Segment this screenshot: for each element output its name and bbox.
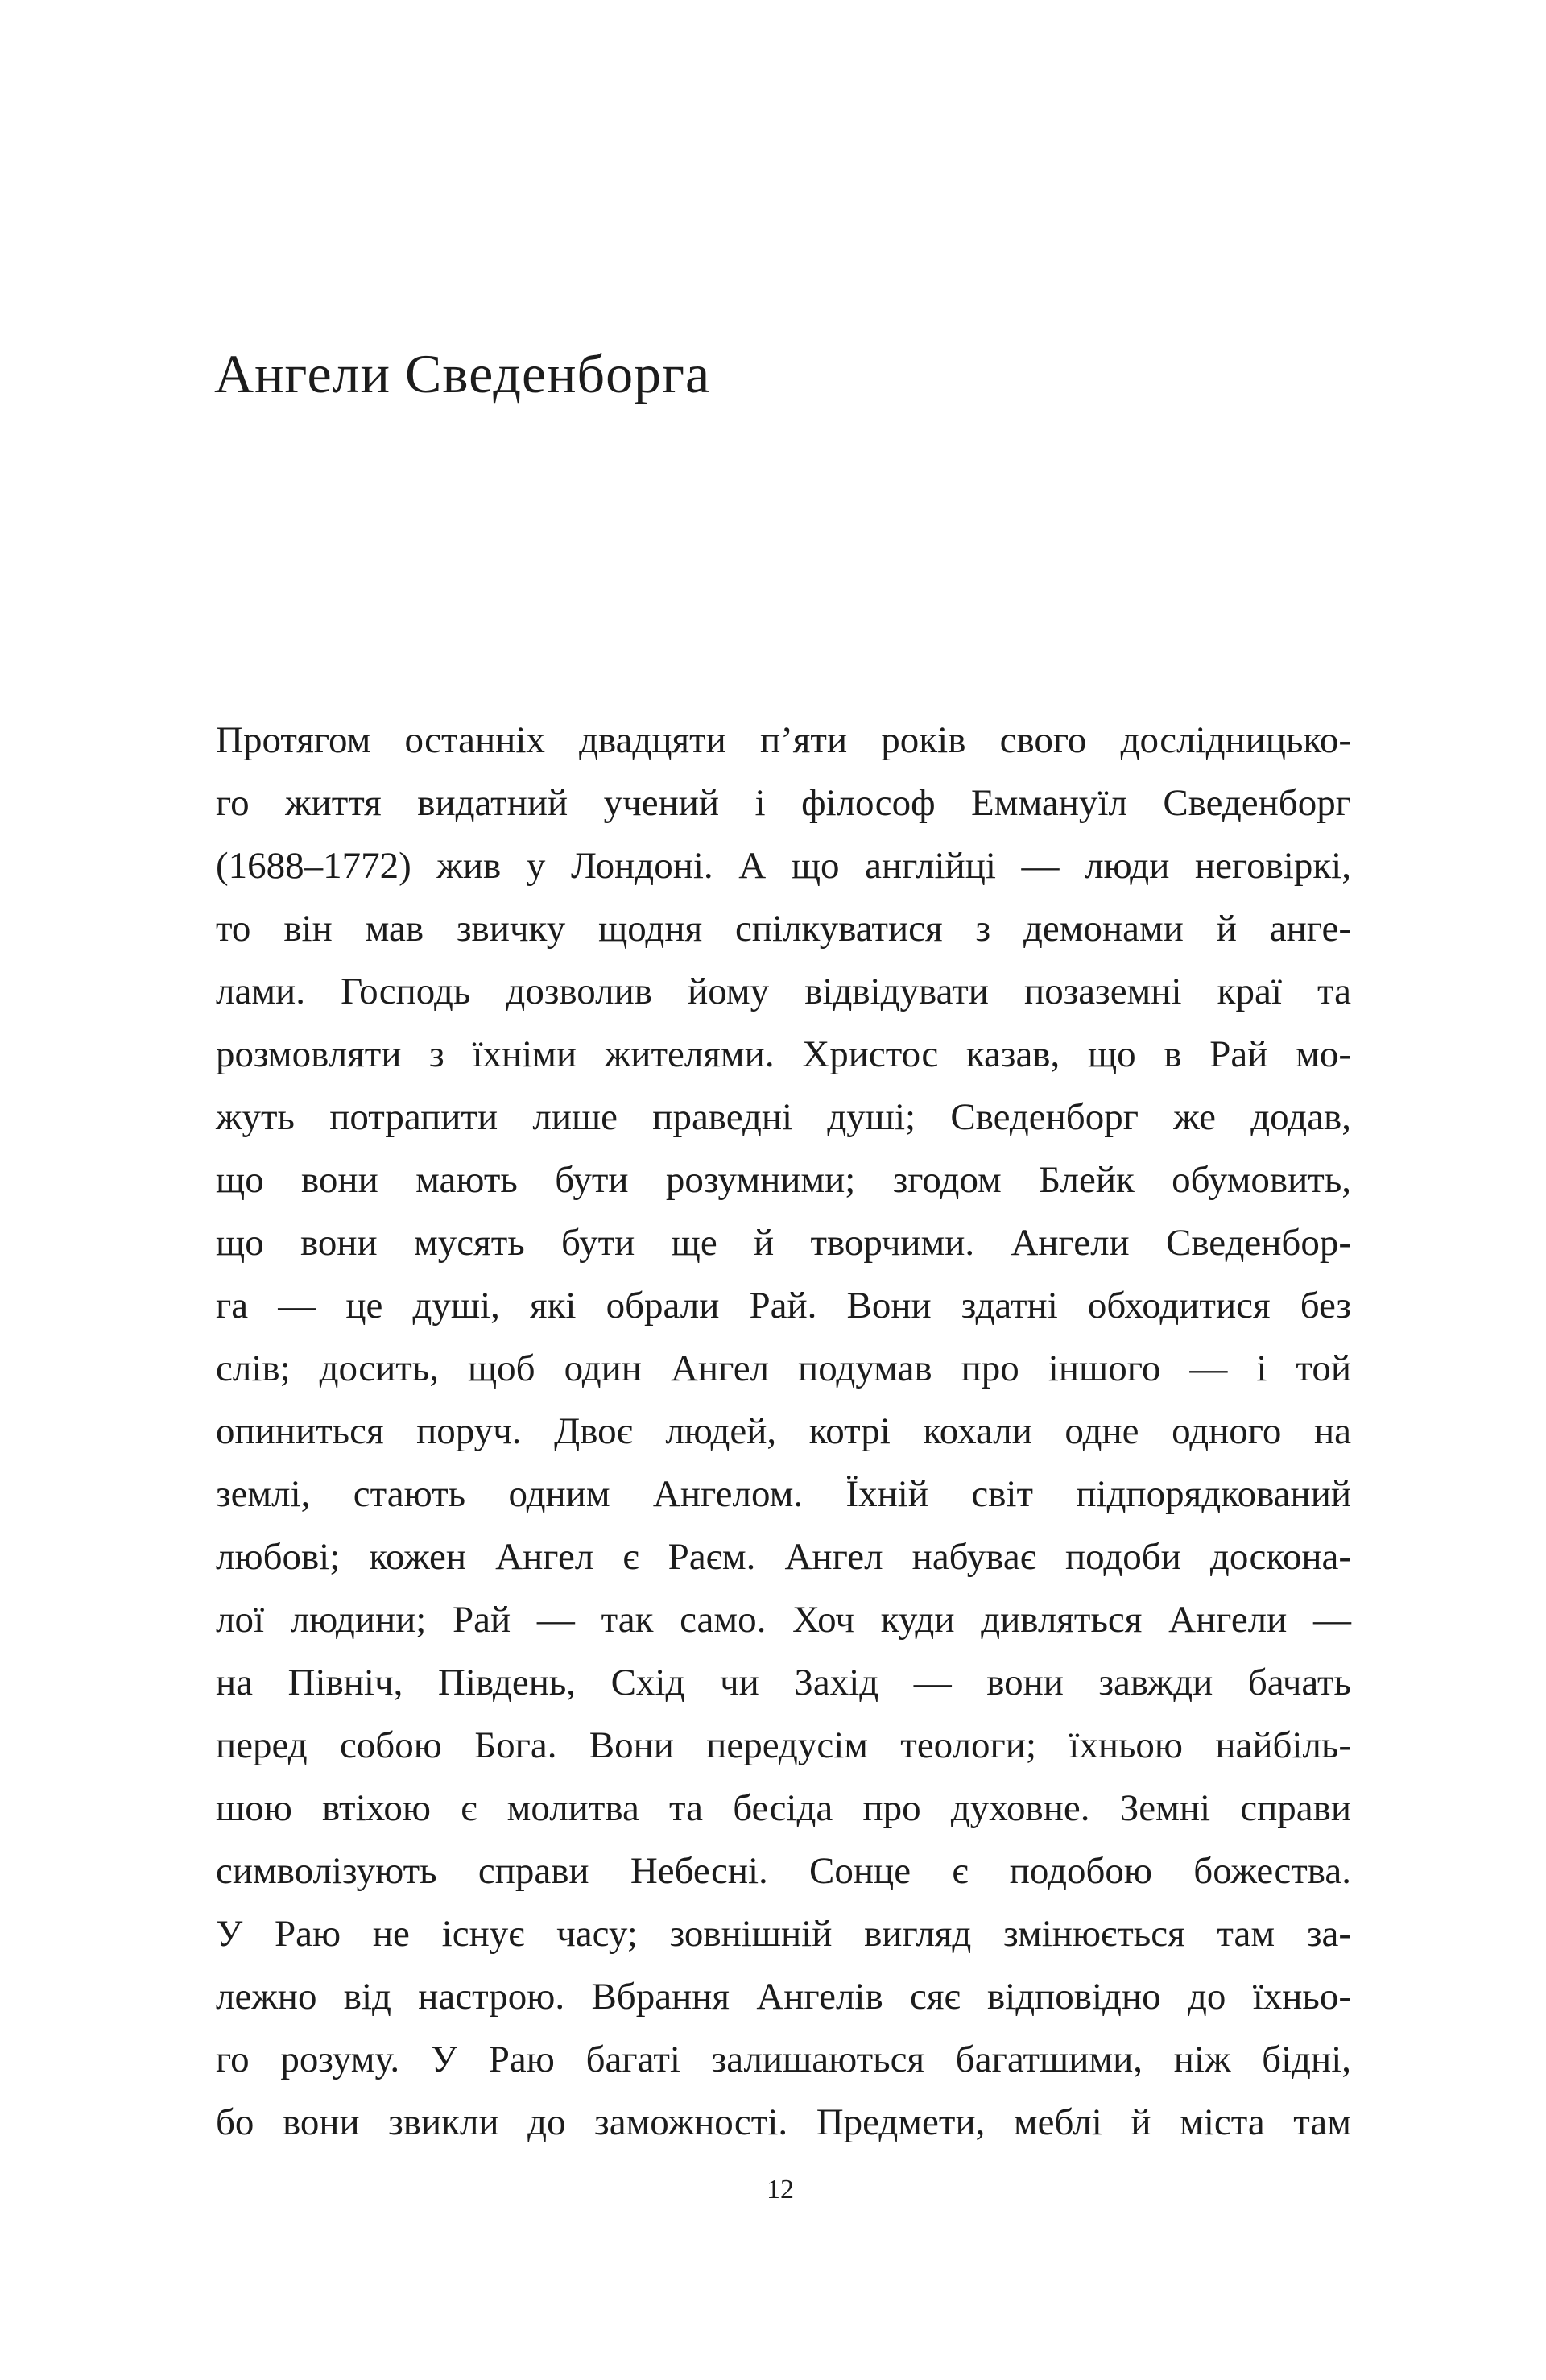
text-line: (1688–1772) жив у Лондоні. А що англійці — люди неговіркі, [216,845,1351,887]
text-line: жуть потрапити лише праведні душі; Сведенборг же додав, [216,1096,1351,1138]
body-text [216,709,1351,2154]
page-number: 12 [767,2175,794,2204]
chapter-title: Ангели Сведенборга [214,343,711,404]
text-line: го життя видатний учений і філософ Еммануїл Сведенборг [216,782,1351,824]
text-line: символізують справи Небесні. Сонце є подобою божества. [216,1850,1351,1892]
text-line: га — це душі, які обрали Рай. Вони здатні обходитися без [216,1285,1351,1327]
text-line: то він мав звичку щодня спілкуватися з демонами й анге- [216,908,1351,950]
text-line: шою втіхою є молитва та бесіда про духовне. Земні справи [216,1787,1351,1829]
text-line: любові; кожен Ангел є Раєм. Ангел набуває подоби доскона- [216,1536,1351,1578]
text-line: лої людини; Рай — так само. Хоч куди дивляться Ангели — [216,1599,1351,1641]
text-line: перед собою Бога. Вони передусім теологи; їхньою найбіль- [216,1724,1351,1766]
text-line: лежно від настрою. Вбрання Ангелів сяє відповідно до їхньо- [216,1976,1351,2018]
text-line: У Раю не існує часу; зовнішній вигляд змінюється там за- [216,1913,1351,1955]
text-line: опиниться поруч. Двоє людей, котрі кохали одне одного на [216,1410,1351,1452]
text-line: Протягом останніх двадцяти п’яти років свого дослідницько- [216,719,1351,761]
text-line: лами. Господь дозволив йому відвідувати позаземні краї та [216,971,1351,1012]
text-line: землі, стають одним Ангелом. Їхній світ підпорядкований [216,1473,1351,1515]
text-line: слів; досить, щоб один Ангел подумав про іншого — і той [216,1347,1351,1389]
text-line: що вони мають бути розумними; згодом Блейк обумовить, [216,1159,1351,1201]
text-line: бо вони звикли до заможності. Предмети, меблі й міста там [216,2101,1351,2143]
text-line: го розуму. У Раю багаті залишаються багатшими, ніж бідні, [216,2039,1351,2080]
text-line: що вони мусять бути ще й творчими. Ангели Сведенбор- [216,1222,1351,1264]
text-line: на Північ, Південь, Схід чи Захід — вони завжди бачать [216,1662,1351,1703]
text-line: розмовляти з їхніми жителями. Христос казав, що в Рай мо- [216,1033,1351,1075]
